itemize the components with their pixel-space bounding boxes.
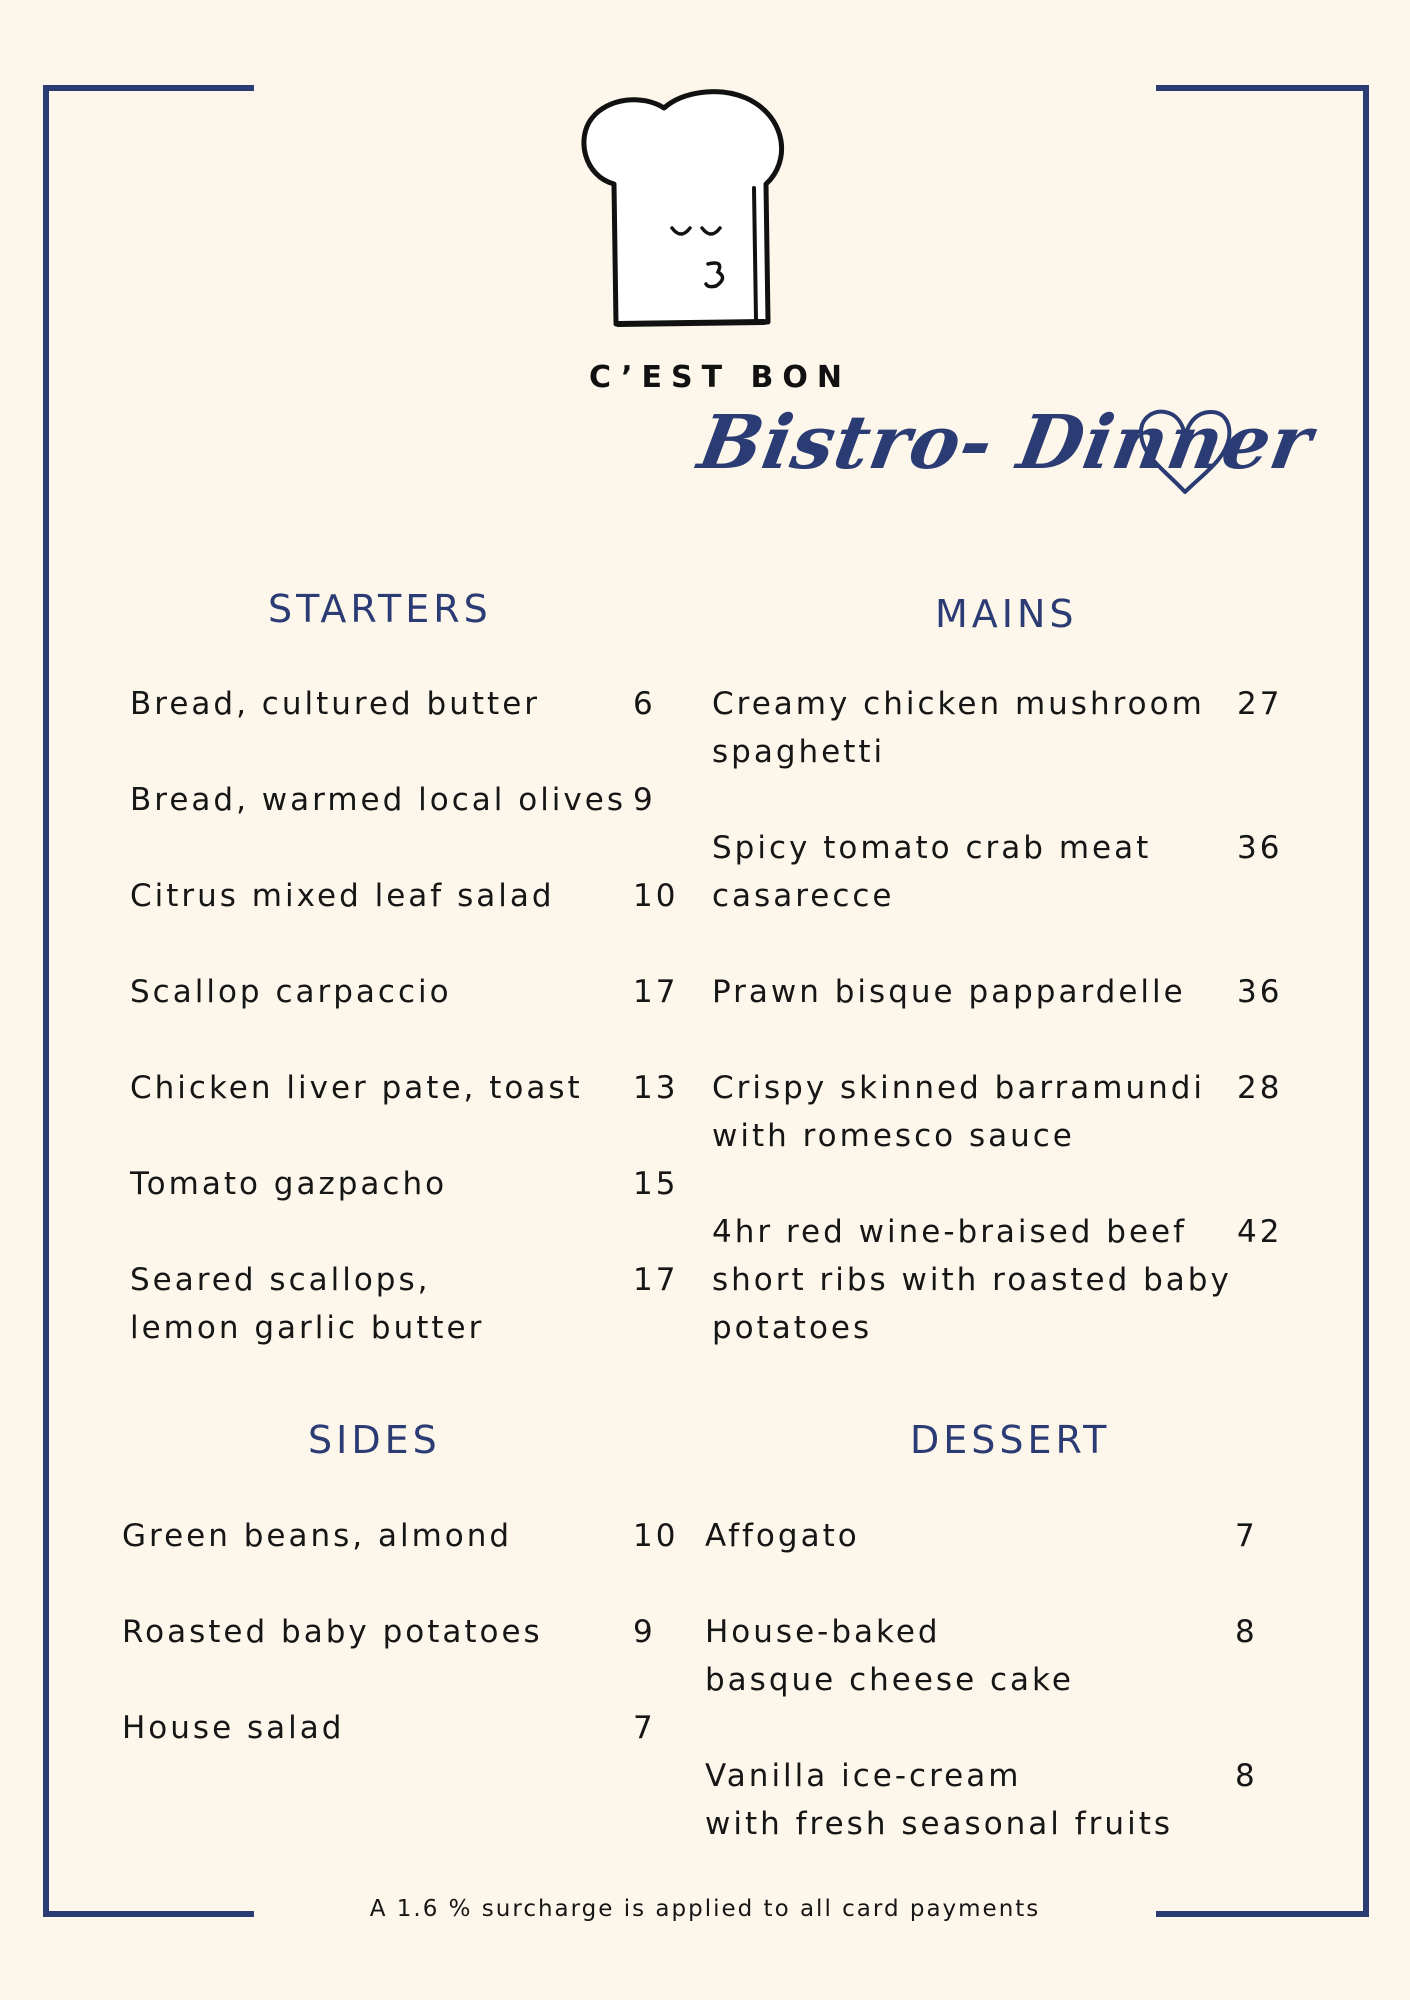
heart-outline-icon xyxy=(1135,406,1235,500)
item-price: 6 xyxy=(633,686,656,722)
item-price: 42 xyxy=(1237,1214,1283,1250)
item-name: Citrus mixed leaf salad xyxy=(130,878,555,914)
section-title-dessert: DESSERT xyxy=(910,1418,1111,1462)
item-name: Green beans, almond xyxy=(122,1518,513,1554)
item-name: Vanilla ice-cream with fresh seasonal fruits xyxy=(705,1758,1173,1842)
item-price: 8 xyxy=(1235,1614,1258,1650)
item-name: 4hr red wine-braised beef short ribs with roasted baby potatoes xyxy=(712,1214,1232,1346)
item-price: 7 xyxy=(1235,1518,1258,1554)
brand-name: C’EST BON xyxy=(589,360,851,395)
item-name: Tomato gazpacho xyxy=(130,1166,448,1202)
frame-top-right-arm xyxy=(1156,85,1369,91)
toast-face-icon xyxy=(578,88,792,336)
item-price: 10 xyxy=(633,1518,679,1554)
menu-subtitle: Bistro- Dinner xyxy=(692,400,1319,486)
item-name: Prawn bisque pappardelle xyxy=(712,974,1186,1010)
item-price: 9 xyxy=(633,1614,656,1650)
item-name: Affogato xyxy=(705,1518,860,1554)
item-price: 17 xyxy=(633,974,679,1010)
frame-top-left-arm xyxy=(43,85,254,91)
item-name: Seared scallops, lemon garlic butter xyxy=(130,1262,485,1346)
item-name: Spicy tomato crab meat casarecce xyxy=(712,830,1152,914)
section-title-starters: STARTERS xyxy=(268,587,492,631)
item-price: 10 xyxy=(633,878,679,914)
card-surcharge-note: A 1.6 % surcharge is applied to all card payments xyxy=(369,1896,1041,1922)
item-price: 17 xyxy=(633,1262,679,1298)
item-price: 13 xyxy=(633,1070,679,1106)
item-name: Creamy chicken mushroom spaghetti xyxy=(712,686,1205,770)
item-name: Bread, cultured butter xyxy=(130,686,541,722)
item-price: 9 xyxy=(633,782,656,818)
item-price: 28 xyxy=(1237,1070,1283,1106)
frame-left-vertical xyxy=(43,85,49,1917)
section-title-mains: MAINS xyxy=(935,592,1078,636)
item-price: 27 xyxy=(1237,686,1283,722)
item-price: 7 xyxy=(633,1710,656,1746)
item-price: 36 xyxy=(1237,830,1283,866)
section-title-sides: SIDES xyxy=(308,1418,441,1462)
item-name: House-baked basque cheese cake xyxy=(705,1614,1074,1698)
frame-right-vertical xyxy=(1363,85,1369,1917)
item-name: Crispy skinned barramundi with romesco sauce xyxy=(712,1070,1206,1154)
item-price: 36 xyxy=(1237,974,1283,1010)
item-name: Scallop carpaccio xyxy=(130,974,452,1010)
item-price: 15 xyxy=(633,1166,679,1202)
item-name: House salad xyxy=(122,1710,345,1746)
item-name: Roasted baby potatoes xyxy=(122,1614,543,1650)
item-price: 8 xyxy=(1235,1758,1258,1794)
item-name: Bread, warmed local olives xyxy=(130,782,626,818)
item-name: Chicken liver pate, toast xyxy=(130,1070,583,1106)
